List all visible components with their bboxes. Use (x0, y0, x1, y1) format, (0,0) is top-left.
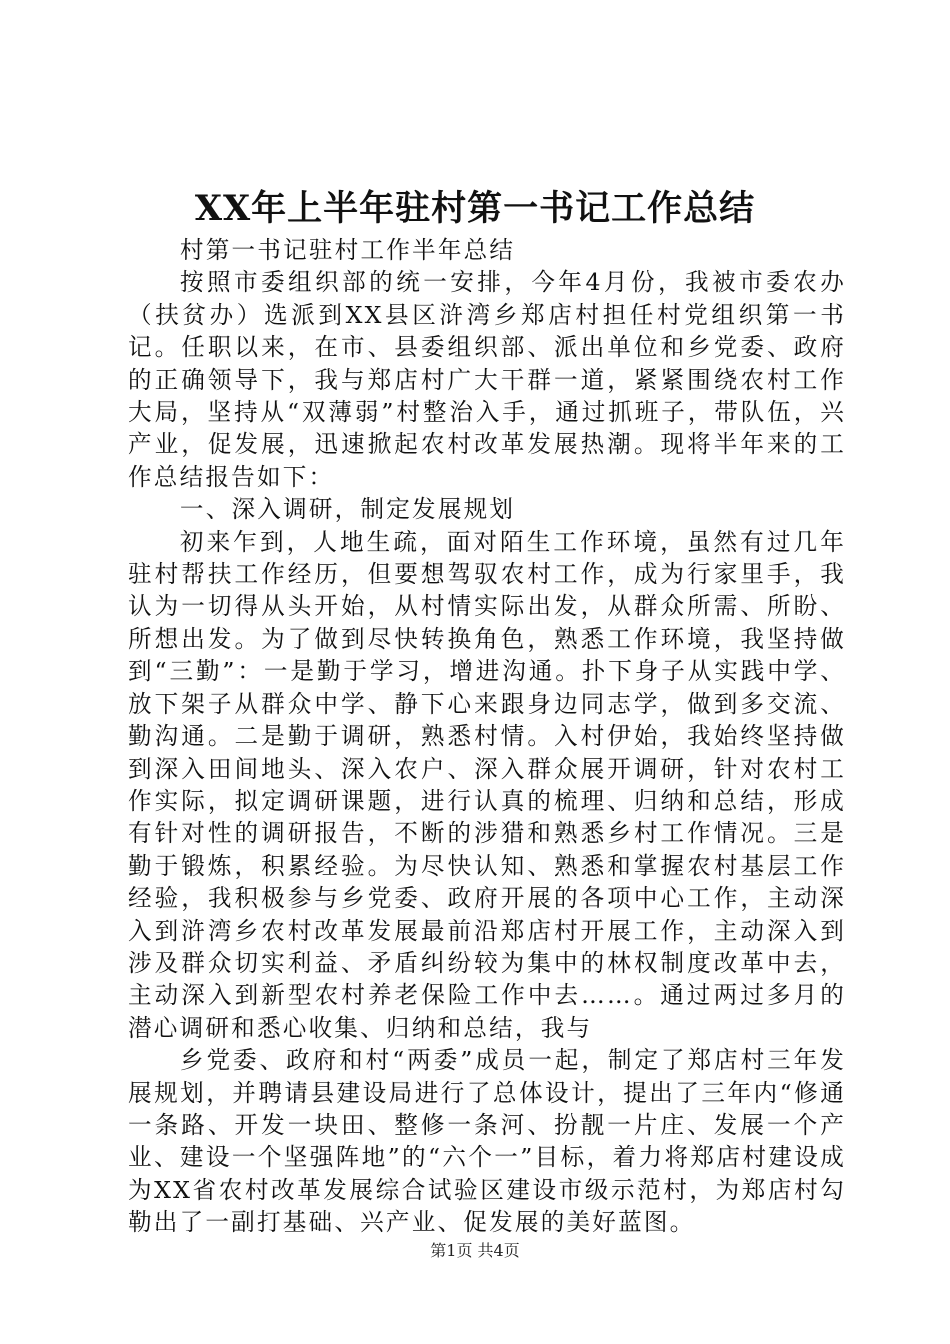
section-heading: 一、深入调研，制定发展规划 (179, 495, 516, 524)
paragraph-subtitle: 村第一书记驻村工作半年总结 (179, 236, 516, 264)
paragraph-intro: 按照市委组织部的统一安排，今年4月份，我被市委农办（扶贫办）选派到XX县区浒湾乡郑店村担任村党组织第一书记。任职以来，在市、县委组织部、派出单位和乡党委、政府的正确领导下，我与郑店村广大干群一道，紧紧围绕农村工作大局，坚持从“双薄弱”村整治入手，通过抓班子，带队伍，兴产业，促发展，迅速掀起农村改革发展热潮。现将半年来的工作总结报告如下： (128, 268, 846, 491)
page-footer: 第1页 共4页 (430, 1241, 520, 1260)
paragraph-research: 初来乍到，人地生疏，面对陌生工作环境，虽然有过几年驻村帮扶工作经历，但要想驾驭农村工作，成为行家里手，我认为一切得从头开始，从村情实际出发，从群众所需、所盼、所想出发。为了做到尽快转换角色，熟悉工作环境，我坚持做到“三勤”：一是勤于学习，增进沟通。扑下身子从实践中学、放下架子从群众中学、静下心来跟身边同志学，做到多交流、勤沟通。二是勤于调研，熟悉村情。入村伊始，我始终坚持做到深入田间地头、深入农户、深入群众展开调研，针对农村工作实际，拟定调研课题，进行认真的梳理、归纳和总结，形成有针对性的调研报告，不断的涉猎和熟悉乡村工作情况。三是勤于锻炼，积累经验。为尽快认知、熟悉和掌握农村基层工作经验，我积极参与乡党委、政府开展的各项中心工作，主动深入到浒湾乡农村改革发展最前沿郑店村开展工作，主动深入到涉及群众切实利益、矛盾纠纷较为集中的林权制度改革中去，主动深入到新型农村养老保险工作中去……。通过两过多月的潜心调研和悉心收集、归纳和总结，我与 (128, 527, 846, 1042)
document-title: XX年上半年驻村第一书记工作总结 (194, 188, 756, 229)
paragraph-plan: 乡党委、政府和村“两委”成员一起，制定了郑店村三年发展规划，并聘请县建设局进行了总体设计，提出了三年内“修通一条路、开发一块田、整修一条河、扮靓一片庄、发展一个产业、建设一个坚强阵地”的“六个一”目标，着力将郑店村建设成为XX省农村改革发展综合试验区建设市级示范村，为郑店村勾勒出了一副打基础、兴产业、促发展的美好蓝图。 (128, 1046, 846, 1237)
document-body (128, 234, 846, 1239)
